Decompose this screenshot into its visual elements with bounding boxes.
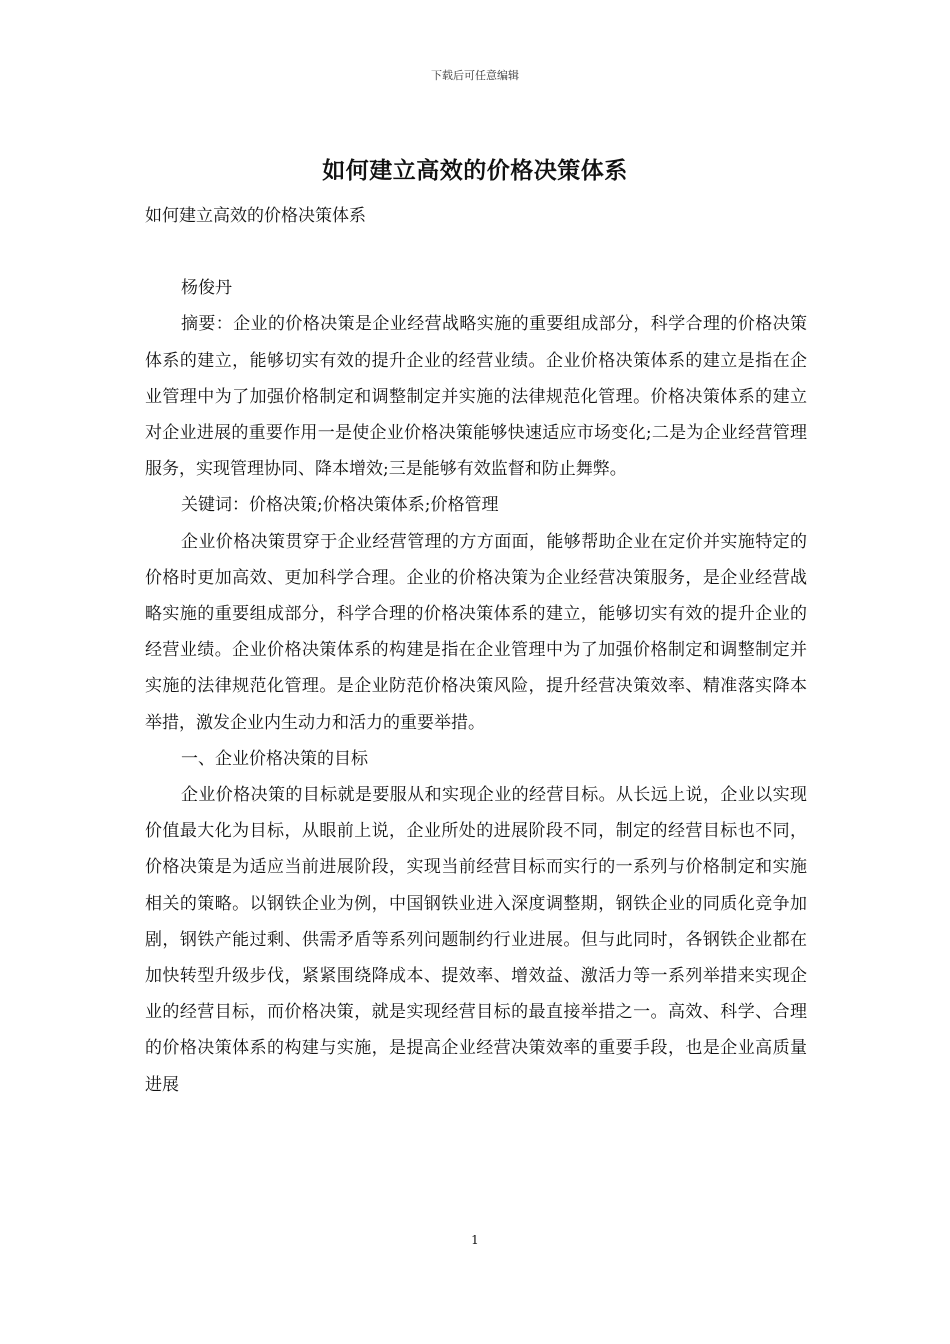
page-header-note: 下载后可任意编辑 [431, 69, 519, 82]
document-subtitle: 如何建立高效的价格决策体系 [145, 206, 366, 226]
document-title: 如何建立高效的价格决策体系 [322, 157, 628, 184]
author-name: 杨俊丹 [181, 278, 232, 299]
document-body [145, 198, 807, 1103]
abstract-paragraph: 摘要：企业的价格决策是企业经营战略实施的重要组成部分，科学合理的价格决策体系的建立，能够切实有效的提升企业的经营业绩。企业价格决策体系的建立是指在企业管理中为了加强价格制定和调整制定并实施的法律规范化管理。价格决策体系的建立对企业进展的重要作用一是使企业价格决策能够快速适应市场变化;二是为企业经营管理服务，实现管理协同、降本增效;三是能够有效监督和防止舞弊。 [145, 314, 807, 480]
keywords-line: 关键词：价格决策;价格决策体系;价格管理 [181, 495, 499, 516]
section-heading-1: 一、企业价格决策的目标 [181, 748, 368, 769]
body-paragraph-2: 企业价格决策的目标就是要服从和实现企业的经营目标。从长远上说，企业以实现价值最大化为目标，从眼前上说，企业所处的进展阶段不同，制定的经营目标也不同，价格决策是为适应当前进展阶段，实现当前经营目标而实行的一系列与价格制定和实施相关的策略。以钢铁企业为例，中国钢铁业进入深度调整期，钢铁企业的同质化竞争加剧，钢铁产能过剩、供需矛盾等系列问题制约行业进展。但与此同时，各钢铁企业都在加快转型升级步伐，紧紧围绕降成本、提效率、增效益、激活力等一系列举措来实现企业的经营目标，而价格决策，就是实现经营目标的最直接举措之一。高效、科学、合理的价格决策体系的构建与实施，是提高企业经营决策效率的重要手段，也是企业高质量进展 [145, 785, 807, 1095]
body-paragraph-1: 企业价格决策贯穿于企业经营管理的方方面面，能够帮助企业在定价并实施特定的价格时更加高效、更加科学合理。企业的价格决策为企业经营决策服务，是企业经营战略实施的重要组成部分，科学合理的价格决策体系的建立，能够切实有效的提升企业的经营业绩。企业价格决策体系的构建是指在企业管理中为了加强价格制定和调整制定并实施的法律规范化管理。是企业防范价格决策风险，提升经营决策效率、精准落实降本举措，激发企业内生动力和活力的重要举措。 [145, 531, 807, 733]
page-number: 1 [471, 1233, 479, 1247]
